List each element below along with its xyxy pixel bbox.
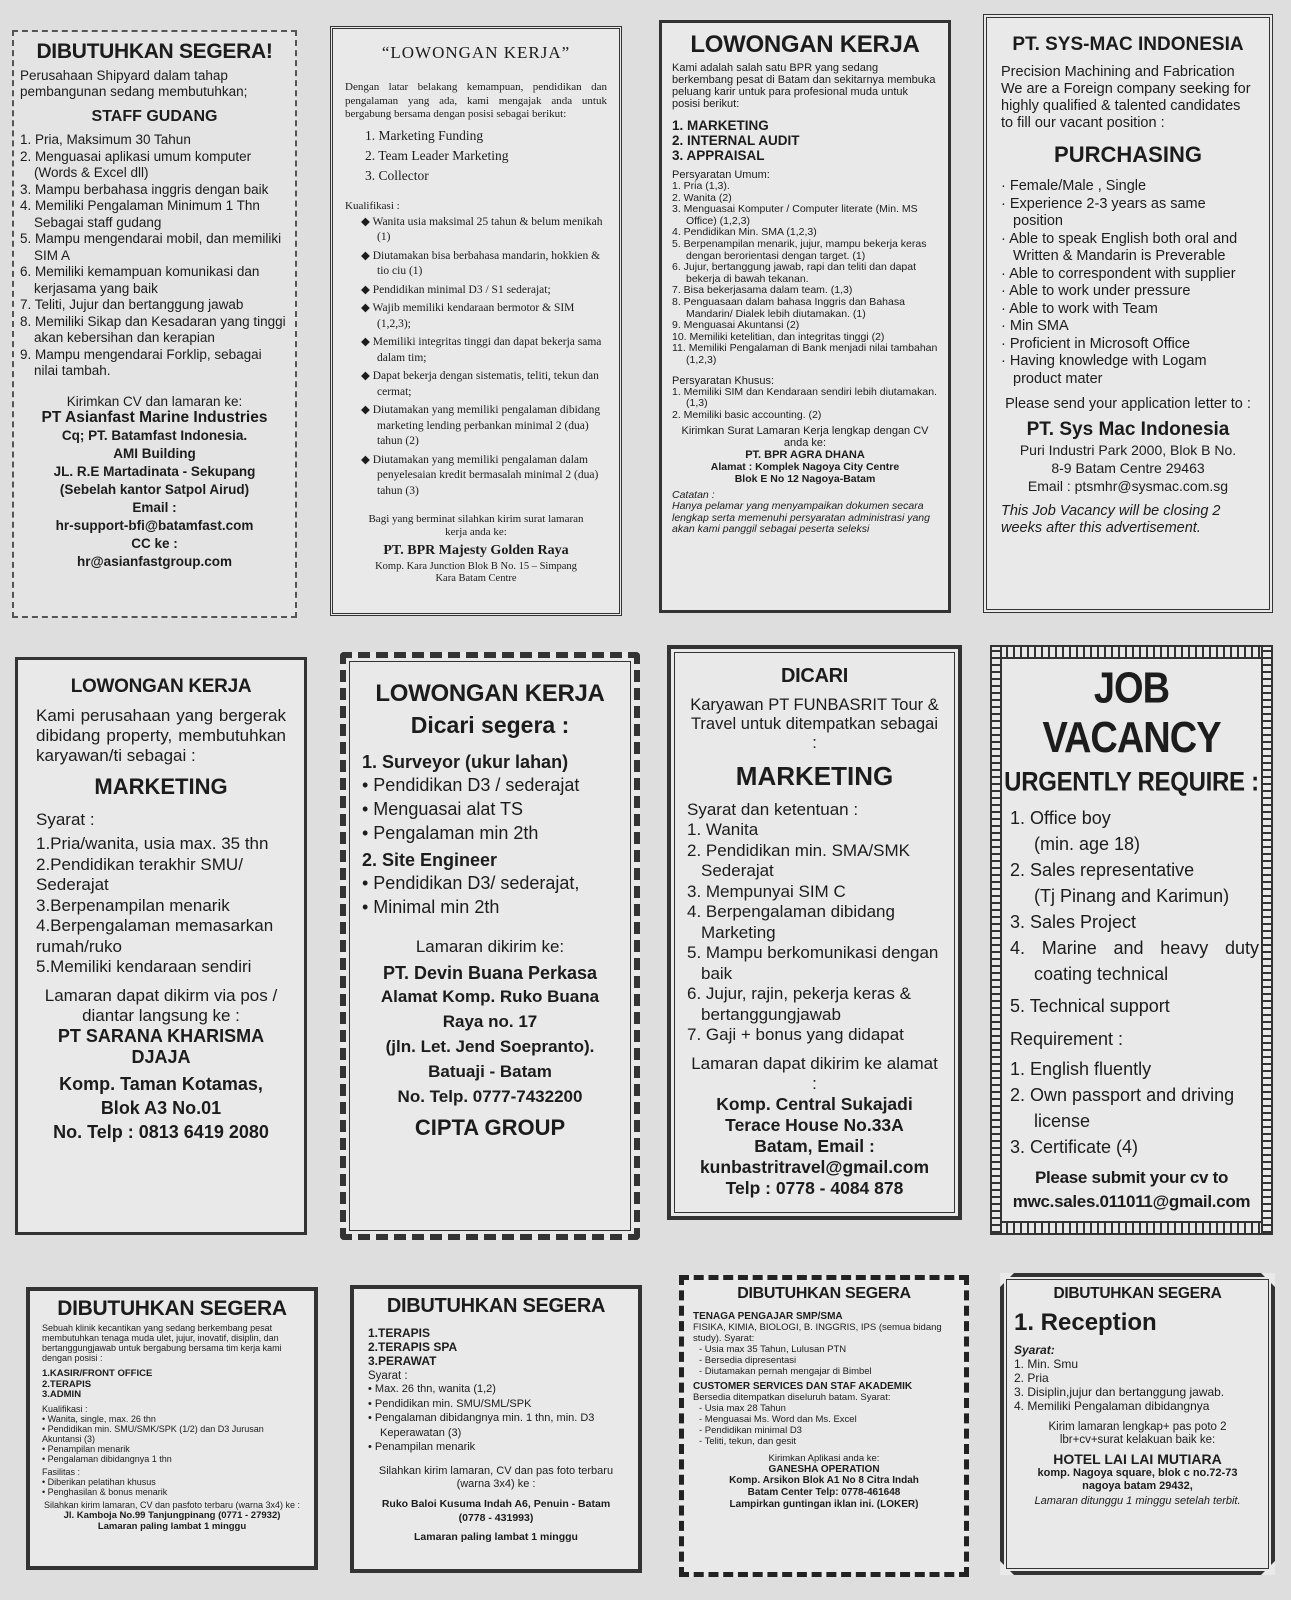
ad-title: DIBUTUHKAN SEGERA bbox=[57, 1297, 287, 1320]
send-instruction: Silahkan kirim lamaran, CV dan pasfoto terbaru (warna 3x4) ke : bbox=[43, 1499, 301, 1510]
ad-intro: Kami adalah salah satu BPR yang sedang berkembang pesat di Batam dan sekitarnya membuka peluang karir untuk para profesional muda untuk posisi berikut: bbox=[672, 62, 936, 110]
company-address: Alamat : Komplek Nagoya City Centre Blok E No 12 Nagoya-Batam bbox=[710, 461, 900, 486]
send-instruction: Kirimkan Aplikasi anda ke: bbox=[768, 1453, 880, 1464]
ad-intro: Kami perusahaan yang bergerak dibidang property, membutuhkan karyawan/ti sebagai : bbox=[36, 706, 286, 765]
ad-shipyard bbox=[12, 30, 297, 618]
ad-property bbox=[15, 657, 307, 1235]
section-1-title: TENAGA PENGAJAR SMP/SMA bbox=[693, 1311, 843, 1322]
send-instruction: Bagi yang berminat silahkan kirim surat lamaran kerja anda ke: bbox=[368, 513, 584, 538]
qualification-label: Kualifikasi : bbox=[345, 199, 400, 212]
position-2-reqs: • Pendidikan D3/ sederajat, • Minimal min 2th bbox=[362, 873, 580, 917]
company-name: PT SARANA KHARISMA DJAJA bbox=[57, 1025, 265, 1067]
requirements-label: Syarat : bbox=[368, 1370, 408, 1382]
company-name: PT Asianfast Marine Industries bbox=[41, 408, 268, 426]
requirements-label: Syarat : bbox=[36, 810, 95, 829]
ad-job-vacancy bbox=[990, 645, 1273, 1235]
diamond-icon: ◆ bbox=[361, 215, 373, 228]
ad-title: DIBUTUHKAN SEGERA! bbox=[36, 40, 273, 63]
send-instruction: Lamaran dapat dikirim ke alamat : bbox=[691, 1053, 938, 1093]
ad-hotel-lai-lai bbox=[1000, 1273, 1275, 1575]
company-name: GANESHA OPERATION bbox=[768, 1464, 880, 1475]
diamond-icon: ◆ bbox=[361, 453, 373, 466]
ad-title: DIBUTUHKAN SEGERA bbox=[386, 1295, 606, 1317]
ad-title: “LOWONGAN KERJA” bbox=[381, 43, 571, 62]
send-instruction: Please send your application letter to : bbox=[1005, 396, 1251, 412]
requirements-label: Syarat dan ketentuan : bbox=[687, 800, 859, 819]
ad-spa bbox=[350, 1285, 642, 1573]
ad-bpr-agra-dhana bbox=[659, 20, 951, 613]
requirements-list: 1. Wanita 2. Pendidikan min. SMA/SMK Sederajat 3. Mempunyai SIM C 4. Berpengalaman dibidang Marketing 5. Mampu berkomunikasi dengan baik 6. Jujur, rajin, pekerja keras & bertanggungjawab 7. Gaji + bonus yang didapat bbox=[687, 820, 939, 1044]
send-instruction: Silahkan kirim lamaran, CV dan pas foto terbaru (warna 3x4) ke : bbox=[378, 1464, 614, 1490]
diamond-icon: ◆ bbox=[361, 404, 373, 416]
position-2: 2. Site Engineer bbox=[362, 850, 498, 870]
requirements-list: · Female/Male , Single · Experience 2-3 years as same position · Able to speak English both oral and Written & Mandarin is Preverable · Able to correspondent with supplier · Able to work under pressure · Able to work with Team · Min SMA · Proficient in Microsoft Office · Having knowledge with Logam product mater bbox=[1001, 178, 1238, 387]
facility-list: • Diberikan pelatihan khusus • Penghasilan & bonus menarik bbox=[42, 1476, 168, 1497]
ad-intro: Karyawan PT FUNBASRIT Tour & Travel untuk ditempatkan sebagai : bbox=[690, 696, 939, 752]
diamond-icon: ◆ bbox=[361, 370, 373, 382]
company-address: Jl. Kamboja No.99 Tanjungpinang (0771 - 27932) bbox=[63, 1509, 281, 1521]
position-title: STAFF GUDANG bbox=[91, 108, 218, 125]
position-title: MARKETING bbox=[94, 774, 228, 799]
facility-label: Fasilitas : bbox=[42, 1466, 81, 1477]
general-req-label: Persyaratan Umum: bbox=[672, 169, 770, 181]
diamond-icon: ◆ bbox=[361, 302, 373, 314]
requirements-list: 1. Min. Smu 2. Pria 3. Disiplin,jujur dan bertanggung jawab. 4. Memiliki Pengalaman dibidangnya bbox=[1014, 1357, 1225, 1413]
note-label: Catatan : bbox=[672, 489, 715, 502]
ad-title: DIBUTUHKAN SEGERA bbox=[737, 1285, 911, 1302]
general-req-list: 1. Pria (1,3). 2. Wanita (2) 3. Menguasai Komputer / Computer literate (Min. MS Office) (1,2,3) 4. Pendidikan Min. SMA (1,2,3) 5. Berpenampilan menarik, jujur, mampu bekerja keras dengan berorientasi dengan target. (1) 6. Jujur, bertanggung jawab, rapi dan teliti dan dapat bekerja di bawah tekanan. 7. Bisa bekerjasama dalam team. (1,3) 8. Penguasaan dalam bahasa Inggris dan Bahasa Mandarin/ Dialek lebih diutamakan. (1) 9. Menguasai Akuntansi (2) 10. Memiliki ketelitian, dan integritas tinggi (2) 11. Memiliki Pengalaman di Bank menjadi nilai tambahan (1,2,3) bbox=[672, 180, 938, 366]
company-address: Ruko Baloi Kusuma Indah A6, Penuin - Batam (0778 - 431993) bbox=[381, 1497, 611, 1524]
company-address: Cq; PT. Batamfast Indonesia. AMI Building JL. R.E Martadinata - Sekupang (Sebelah kantor Satpol Airud) Email : hr-support-bfi@batamfast.com CC ke : hr@asianfastgroup.com bbox=[53, 427, 256, 569]
diamond-icon: ◆ bbox=[361, 336, 373, 348]
ad-subtitle: URGENTLY REQUIRE : bbox=[1004, 767, 1259, 798]
ad-subtitle: Dicari segera : bbox=[410, 712, 570, 738]
qualification-list: • Wanita, single, max. 26 thn • Pendidikan min. SMU/SMK/SPK (1/2) dan D3 Jurusan Akuntansi (3) • Penampilan menarik • Pengalaman dibidangnya 1 thn bbox=[42, 1413, 264, 1464]
special-req-label: Persyaratan Khusus: bbox=[672, 374, 775, 387]
requirement-label: Requirement : bbox=[1010, 1029, 1124, 1049]
positions-list: 1. MARKETING 2. INTERNAL AUDIT 3. APPRAISAL bbox=[672, 118, 800, 163]
company-name: PT. Sys Mac Indonesia bbox=[1026, 419, 1230, 440]
ad-title: LOWONGAN KERJA bbox=[70, 676, 252, 697]
requirements-list: • Max. 26 thn, wanita (1,2) • Pendidikan min. SMU/SML/SPK • Pengalaman dibidangnya min. 1 thn, min. D3 Keperawatan (3) • Penampilan menarik bbox=[368, 1383, 595, 1453]
special-req-list: 1. Memiliki SIM dan Kendaraan sendiri lebih diutamakan. (1,3) 2. Memiliki basic accounting. (2) bbox=[672, 385, 937, 421]
company-name: PT. BPR AGRA DHANA bbox=[745, 449, 865, 462]
position-title: PURCHASING bbox=[1054, 142, 1202, 167]
requirements-label: Syarat: bbox=[1014, 1343, 1055, 1357]
positions-list: 1. Marketing Funding 2. Team Leader Marketing 3. Collector bbox=[365, 127, 509, 183]
positions-list: 1.KASIR/FRONT OFFICE 2.TERAPIS 3.ADMIN bbox=[42, 1368, 153, 1400]
company-address: komp. Nagoya square, blok c no.72-73 nagoya batam 29432, bbox=[1037, 1467, 1238, 1492]
ad-cipta-group bbox=[340, 652, 640, 1240]
position-title: MARKETING bbox=[735, 761, 894, 791]
company-address: Puri Industri Park 2000, Blok B No. 8-9 Batam Centre 29463 Email : ptsmhr@sysmac.com.sg bbox=[1019, 442, 1237, 494]
requirements-list: 1. Pria, Maksimum 30 Tahun 2. Menguasai aplikasi umum komputer (Words & Excel dll) 3. Mampu berbahasa inggris dengan baik 4. Memiliki Pengalaman Minimum 1 Thn Sebagai staff gudang 5. Mampu mengendarai mobil, dan memiliki SIM A 6. Memiliki kemampuan komunikasi dan kerjasama yang baik 7. Teliti, Jujur dan bertanggung jawab 8. Memiliki Sikap dan Kesadaran yang tinggi akan kebersihan dan kerapian 9. Mampu mengendarai Forklip, sebagai nilai tambah. bbox=[20, 132, 286, 378]
group-name: CIPTA GROUP bbox=[414, 1115, 566, 1140]
position-title: 1. Reception bbox=[1014, 1309, 1157, 1336]
send-instruction: Lamaran dikirim ke: bbox=[415, 937, 565, 956]
ad-funbasrit bbox=[667, 645, 962, 1220]
send-instruction: Please submit your cv to bbox=[1034, 1168, 1229, 1187]
company-name: HOTEL LAI LAI MUTIARA bbox=[1053, 1451, 1222, 1467]
company-name: PT. BPR Majesty Golden Raya bbox=[383, 543, 569, 558]
section-1-sub: FISIKA, KIMIA, BIOLOGI, B. INGGRIS, IPS (semua bidang study). Syarat: bbox=[693, 1322, 942, 1344]
send-instruction: Kirimkan CV dan lamaran ke: bbox=[66, 393, 243, 409]
section-2-title: CUSTOMER SERVICES DAN STAF AKADEMIK bbox=[693, 1381, 913, 1392]
closing-note: This Job Vacancy will be closing 2 weeks after this advertisement. bbox=[1001, 503, 1221, 536]
company-address: Komp. Taman Kotamas, Blok A3 No.01 No. Telp : 0813 6419 2080 bbox=[53, 1073, 269, 1142]
company-address: Alamat Komp. Ruko Buana Raya no. 17 (jln. Let. Jend Soepranto). Batuaji - Batam No. Telp. 0777-7432200 bbox=[380, 987, 600, 1106]
ad-title: DIBUTUHKAN SEGERA bbox=[1053, 1285, 1222, 1302]
company-address: Komp. Central Sukajadi Terace House No.33A Batam, Email : kunbastritravel@gmail.com Telp : 0778 - 4084 878 bbox=[699, 1093, 930, 1198]
positions-list: 1.TERAPIS 2.TERAPIS SPA 3.PERAWAT bbox=[368, 1326, 458, 1368]
ad-intro: Perusahaan Shipyard dalam tahap pembangunan sedang membutuhkan; bbox=[20, 68, 248, 99]
section-2-sub: Bersedia ditempatkan diseluruh batam. Syarat: bbox=[693, 1392, 891, 1403]
deadline: Lamaran paling lambat 1 minggu bbox=[414, 1530, 578, 1543]
ad-title: PT. SYS-MAC INDONESIA bbox=[1012, 34, 1244, 55]
ad-title: LOWONGAN KERJA bbox=[375, 680, 605, 707]
company-address: Komp. Arsikon Blok A1 No 8 Citra Indah Batam Center Telp: 0778-461648 Lampirkan guntingan iklan ini. (LOKER) bbox=[729, 1475, 919, 1510]
ad-title: LOWONGAN KERJA bbox=[690, 31, 920, 58]
positions-list: 1. Office boy (min. age 18) 2. Sales representative (Tj Pinang and Karimun) 3. Sales Project 4. Marine and heavy duty coating technical 5. Technical support bbox=[1010, 808, 1259, 1016]
ad-title: DICARI bbox=[780, 665, 849, 687]
section-2-reqs: - Usia max 28 Tahun - Menguasai Ms. Word dan Ms. Excel - Pendidikan minimal D3 - Teliti, tekun, dan gesit bbox=[699, 1403, 857, 1447]
send-instruction: Kirim lamaran lengkap+ pas poto 2 lbr+cv+surat kelakuan baik ke: bbox=[1048, 1421, 1227, 1446]
send-instruction: Lamaran dapat dikirm via pos / diantar langsung ke : bbox=[44, 985, 278, 1025]
ad-klinik bbox=[26, 1287, 318, 1570]
ad-intro: Sebuah klinik kecantikan yang sedang berkembang pesat membutuhkan tenaga muda ulet, jujur, inovatif, disiplin, dan bertanggungjawab untuk bergabung bersama tim kerja kami dengan posisi : bbox=[42, 1323, 282, 1363]
qualification-label: Kualifikasi : bbox=[42, 1403, 88, 1414]
ad-bpr-majesty bbox=[330, 26, 622, 616]
ad-intro: Precision Machining and Fabrication We are a Foreign company seeking for highly qualified & talented candidates to fill our vacant position : bbox=[1001, 64, 1251, 131]
requirements-list: 1. English fluently 2. Own passport and driving license 3. Certificate (4) bbox=[1010, 1059, 1235, 1157]
qualification-list: ◆ Wanita usia maksimal 25 tahun & belum menikah (1) ◆ Diutamakan bisa berbahasa mandarin, hokkien & tio ciu (1) ◆ Pendidikan minimal D3 / S1 sederajat; ◆ Wajib memiliki kendaraan bermotor & SIM (1,2,3); ◆ Memiliki integritas tinggi dan dapat bekerja sama dalam tim; ◆ Dapat bekerja dengan sistematis, teliti, tekun dan cermat; ◆ Diutamakan yang memiliki pengalaman dibidang marketing lending perbankan minimal 2 (dua) tahun (2) ◆ Diutamakan yang memiliki pengalaman dalam penyelesaian kredit bermasalah minimal 2 (dua) tahun (3) bbox=[361, 215, 603, 497]
note: Hanya pelamar yang menyampaikan dokumen secara lengkap serta memenuhi persyaratan administrasi yang akan kami panggil sebagai peserta seleksi bbox=[672, 500, 930, 536]
position-1: 1. Surveyor (ukur lahan) bbox=[362, 752, 569, 772]
note: Lamaran ditunggu 1 minggu setelah terbit. bbox=[1034, 1495, 1241, 1507]
send-instruction: Kirimkan Surat Lamaran Kerja lengkap dengan CV anda ke: bbox=[681, 425, 929, 450]
company-address: Komp. Kara Junction Blok B No. 15 – Simpang Kara Batam Centre bbox=[375, 561, 577, 584]
ad-title: JOB VACANCY bbox=[1042, 664, 1221, 763]
company-name: PT. Devin Buana Perkasa bbox=[382, 963, 598, 983]
ad-ganesha bbox=[679, 1275, 969, 1577]
contact-email: mwc.sales.011011@gmail.com bbox=[1012, 1192, 1251, 1211]
position-1-reqs: • Pendidikan D3 / sederajat • Menguasai alat TS • Pengalaman min 2th bbox=[362, 775, 580, 843]
diamond-icon: ◆ bbox=[361, 249, 373, 262]
requirements-list: 1.Pria/wanita, usia max. 35 thn 2.Pendidikan terakhir SMU/ Sederajat 3.Berpenampilan menarik 4.Berpengalaman memasarkan rumah/ruko 5.Memiliki kendaraan sendiri bbox=[36, 834, 274, 976]
ad-sysmac bbox=[983, 14, 1273, 613]
diamond-icon: ◆ bbox=[361, 283, 373, 296]
ad-intro: Dengan latar belakang kemampuan, pendidikan dan pengalaman yang ada, kami mengajak anda untuk bergabung bersama dengan posisi sebagai berikut: bbox=[345, 81, 607, 120]
deadline: Lamaran paling lambat 1 minggu bbox=[97, 1520, 247, 1532]
section-1-reqs: - Usia max 35 Tahun, Lulusan PTN - Bersedia dipresentasi - Diutamakan pernah mengajar di Bimbel bbox=[699, 1344, 872, 1377]
